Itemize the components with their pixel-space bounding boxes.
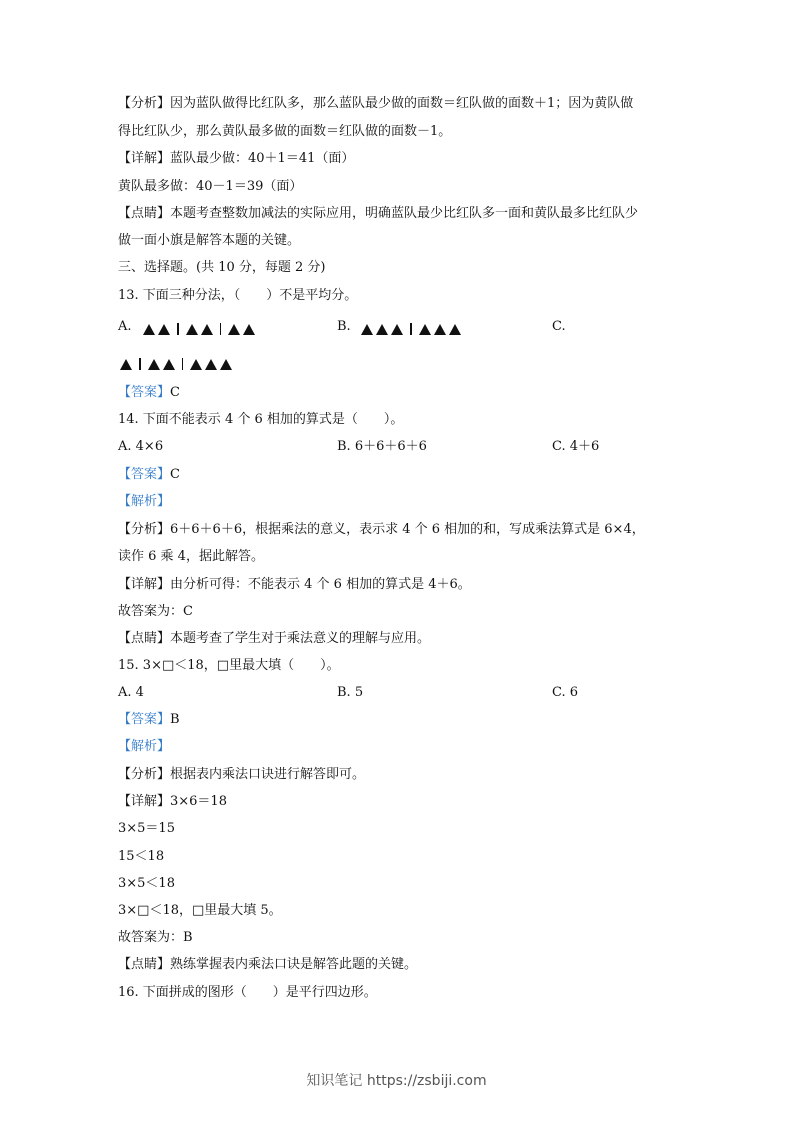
site-footer: 知识笔记 https://zsbiji.com: [306, 1073, 487, 1089]
final-answer-15: 故答案为：B: [118, 930, 193, 945]
triangle-icon: [120, 359, 132, 370]
analysis-line-14b: 读作 6 乘 4，据此解答。: [118, 549, 264, 564]
triangle-icon: [148, 359, 160, 370]
question-16: 16. 下面拼成的图形（ ）是平行四边形。: [118, 985, 377, 1000]
q15-option-a: A. 4: [118, 685, 144, 700]
q14-option-c: C. 4＋6: [552, 439, 600, 454]
q14-option-a: A. 4×6: [118, 439, 164, 454]
q13-option-b-label: B.: [337, 319, 351, 334]
answer-line-15: [118, 711, 180, 729]
analysis-line-2: 得比红队少，那么黄队最多做的面数＝红队做的面数－1。: [118, 124, 452, 139]
triangle-icon: [243, 324, 255, 335]
answer-line-14: [118, 466, 180, 484]
comment-line-14: 【点睛】本题考查了学生对于乘法意义的理解与应用。: [118, 631, 431, 646]
comment-line-2: 做一面小旗是解答本题的关键。: [118, 233, 301, 248]
comment-line-1: 【点睛】本题考查整数加减法的实际应用，明确蓝队最少比红队多一面和黄队最多比红队少: [118, 206, 639, 221]
question-13: 13. 下面三种分法，（ ）不是平均分。: [118, 288, 358, 303]
answer-tag: 【答案】: [118, 467, 171, 482]
detail-line-14: 【详解】由分析可得：不能表示 4 个 6 相加的算式是 4＋6。: [118, 577, 471, 592]
detail-line-2: 黄队最多做：40－1＝39（面）: [118, 179, 303, 194]
q13-option-b-figure: [361, 320, 464, 338]
triangle-icon: [163, 359, 175, 370]
answer-value: C: [170, 385, 180, 400]
triangle-icon: [205, 359, 217, 370]
divider-bar: [220, 323, 222, 335]
question-14: 14. 下面不能表示 4 个 6 相加的算式是（ ）。: [118, 412, 404, 427]
triangle-icon: [391, 324, 403, 335]
final-answer-14: 故答案为：C: [118, 604, 193, 619]
triangle-icon: [376, 324, 388, 335]
detail-line: 【详解】蓝队最少做：40＋1＝41（面）: [118, 151, 355, 166]
triangle-icon: [158, 324, 170, 335]
triangle-icon: [190, 359, 202, 370]
triangle-icon: [228, 324, 240, 335]
q13-option-a-figure: [143, 320, 258, 338]
triangle-icon: [186, 324, 198, 335]
q13-option-c-figure: [120, 355, 235, 373]
section-heading: 三、选择题。(共 10 分，每题 2 分): [118, 260, 326, 275]
answer-tag: 【答案】: [118, 712, 171, 727]
answer-tag: 【答案】: [118, 385, 171, 400]
triangle-icon: [434, 324, 446, 335]
explanation-tag: 【解析】: [118, 494, 171, 509]
detail-line-15b: 3×5＝15: [118, 821, 175, 836]
question-15: 15. 3×□＜18，□里最大填（ ）。: [118, 658, 340, 673]
q15-option-c: C. 6: [552, 685, 579, 700]
q14-option-b: B. 6＋6＋6＋6: [337, 439, 427, 454]
divider-bar: [410, 323, 412, 335]
answer-value: B: [170, 712, 180, 727]
triangle-icon: [201, 324, 213, 335]
q15-option-b: B. 5: [337, 685, 364, 700]
q13-option-c-label: C.: [552, 319, 566, 334]
answer-line-13: [118, 384, 180, 402]
detail-line-15d: 3×5＜18: [118, 876, 175, 891]
analysis-line-1: 【分析】因为蓝队做得比红队多，那么蓝队最少做的面数＝红队做的面数＋1；因为黄队做: [118, 96, 634, 111]
detail-line-15c: 15＜18: [118, 849, 165, 864]
divider-bar: [182, 358, 184, 370]
triangle-icon: [143, 324, 155, 335]
comment-line-15: 【点睛】熟练掌握表内乘法口诀是解答此题的关键。: [118, 957, 418, 972]
analysis-line-14a: 【分析】6＋6＋6＋6，根据乘法的意义，表示求 4 个 6 相加的和，写成乘法算式是 6×4，: [118, 522, 645, 537]
answer-value: C: [170, 467, 180, 482]
q13-option-a-label: A.: [118, 319, 132, 334]
triangle-icon: [449, 324, 461, 335]
divider-bar: [177, 323, 179, 335]
detail-line-15e: 3×□＜18，□里最大填 5。: [118, 903, 282, 918]
triangle-icon: [220, 359, 232, 370]
explanation-tag: 【解析】: [118, 739, 171, 754]
triangle-icon: [419, 324, 431, 335]
analysis-line-15: 【分析】根据表内乘法口诀进行解答即可。: [118, 767, 366, 782]
detail-line-15a: 【详解】3×6＝18: [118, 794, 227, 809]
triangle-icon: [361, 324, 373, 335]
divider-bar: [139, 358, 141, 370]
